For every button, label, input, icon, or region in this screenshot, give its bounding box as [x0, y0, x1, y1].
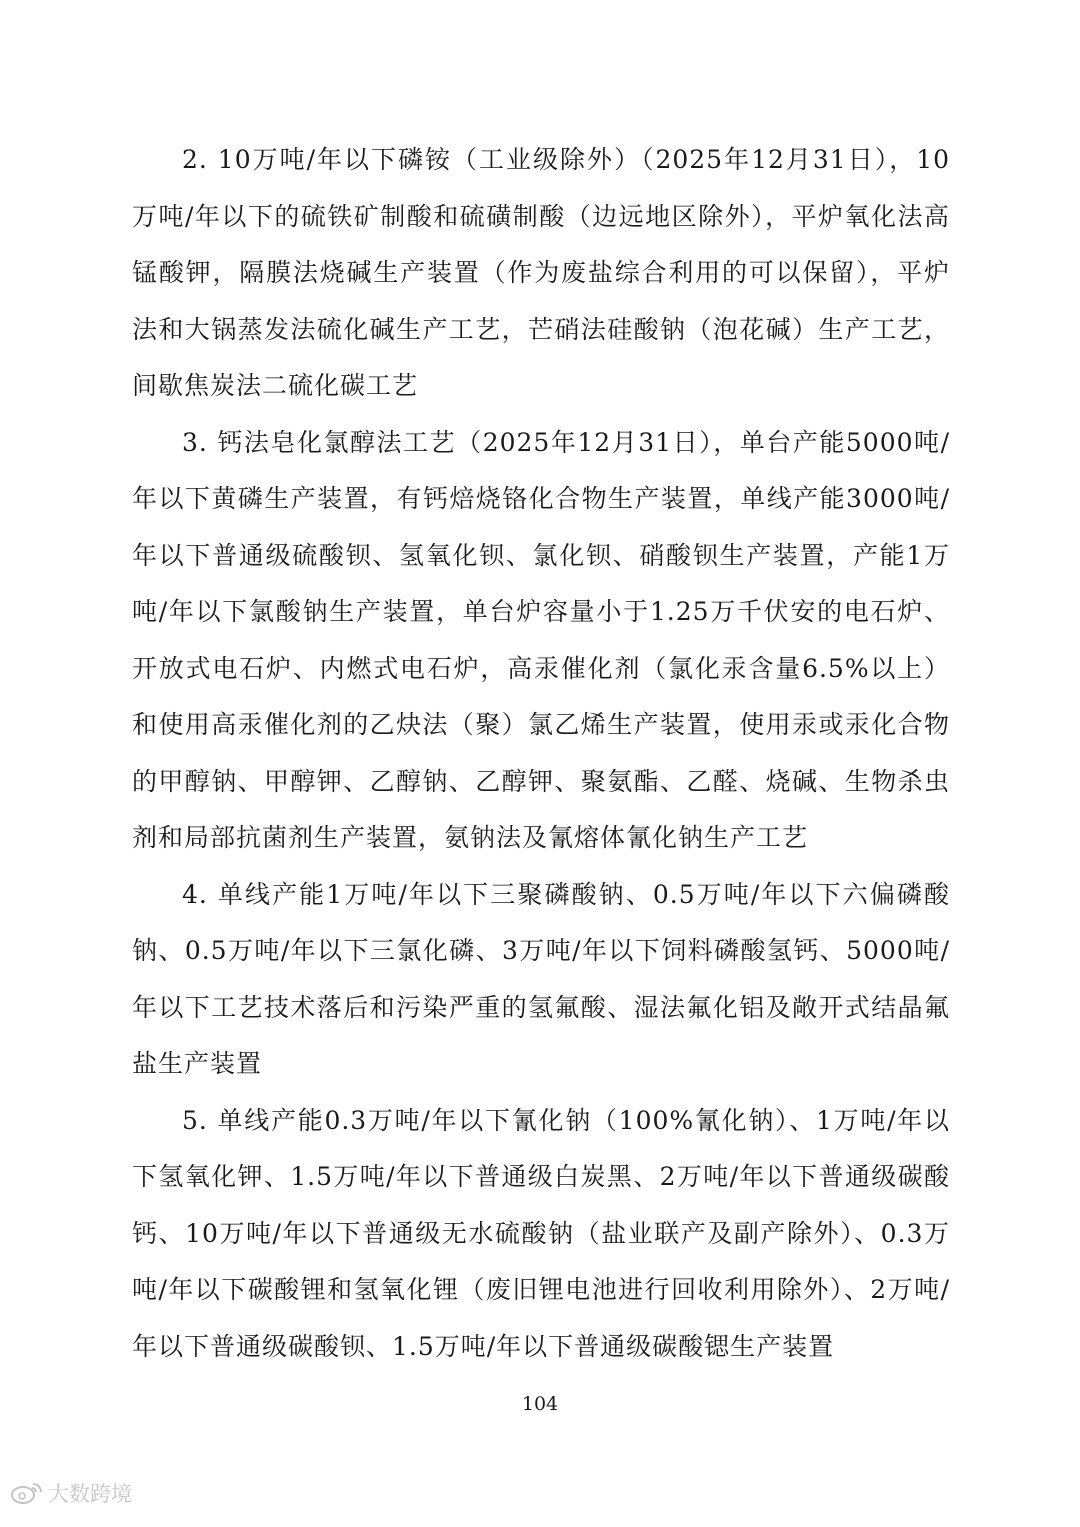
weibo-logo-icon [10, 1481, 44, 1505]
watermark [10, 1478, 132, 1508]
paragraph-item-4: 4. 单线产能1万吨/年以下三聚磷酸钠、0.5万吨/年以下六偏磷酸钠、0.5万吨/年以下三氯化磷、3万吨/年以下饲料磷酸氢钙、5000吨/年以下工艺技术落后和污染严重的氢氟酸、湿法氟化铝及敞开式结晶氟盐生产装置 [132, 879, 950, 1078]
paragraph-item-5: 5. 单线产能0.3万吨/年以下氰化钠（100%氰化钠）、1万吨/年以下氢氧化钾、1.5万吨/年以下普通级白炭黑、2万吨/年以下普通级碳酸钙、10万吨/年以下普通级无水硫酸钠（盐业联产及副产除外）、0.3万吨/年以下碳酸锂和氢氧化锂（废旧锂电池进行回收利用除外）、2万吨/年以下普通级碳酸钡、1.5万吨/年以下普通级碳酸锶生产装置 [132, 1105, 950, 1361]
paragraph-item-3: 3. 钙法皂化氯醇法工艺（2025年12月31日），单台产能5000吨/年以下黄磷生产装置，有钙焙烧铬化合物生产装置，单线产能3000吨/年以下普通级硫酸钡、氢氧化钡、氯化钡、硝酸钡生产装置，产能1万吨/年以下氯酸钠生产装置，单台炉容量小于1.25万千伏安的电石炉、开放式电石炉、内燃式电石炉，高汞催化剂（氯化汞含量6.5%以上）和使用高汞催化剂的乙炔法（聚）氯乙烯生产装置，使用汞或汞化合物的甲醇钠、甲醇钾、乙醇钠、乙醇钾、聚氨酯、乙醛、烧碱、生物杀虫剂和局部抗菌剂生产装置，氨钠法及氰熔体氰化钠生产工艺 [132, 427, 950, 852]
watermark-text: 大数跨境 [48, 1482, 132, 1506]
paragraph-item-2: 2. 10万吨/年以下磷铵（工业级除外）（2025年12月31日），10万吨/年以下的硫铁矿制酸和硫磺制酸（边远地区除外），平炉氧化法高锰酸钾，隔膜法烧碱生产装置（作为废盐综合利用的可以保留），平炉法和大锅蒸发法硫化碱生产工艺，芒硝法硅酸钠（泡花碱）生产工艺，间歇焦炭法二硫化碳工艺 [132, 145, 950, 400]
document-body [132, 132, 950, 1375]
page-number: 104 [521, 1393, 559, 1415]
